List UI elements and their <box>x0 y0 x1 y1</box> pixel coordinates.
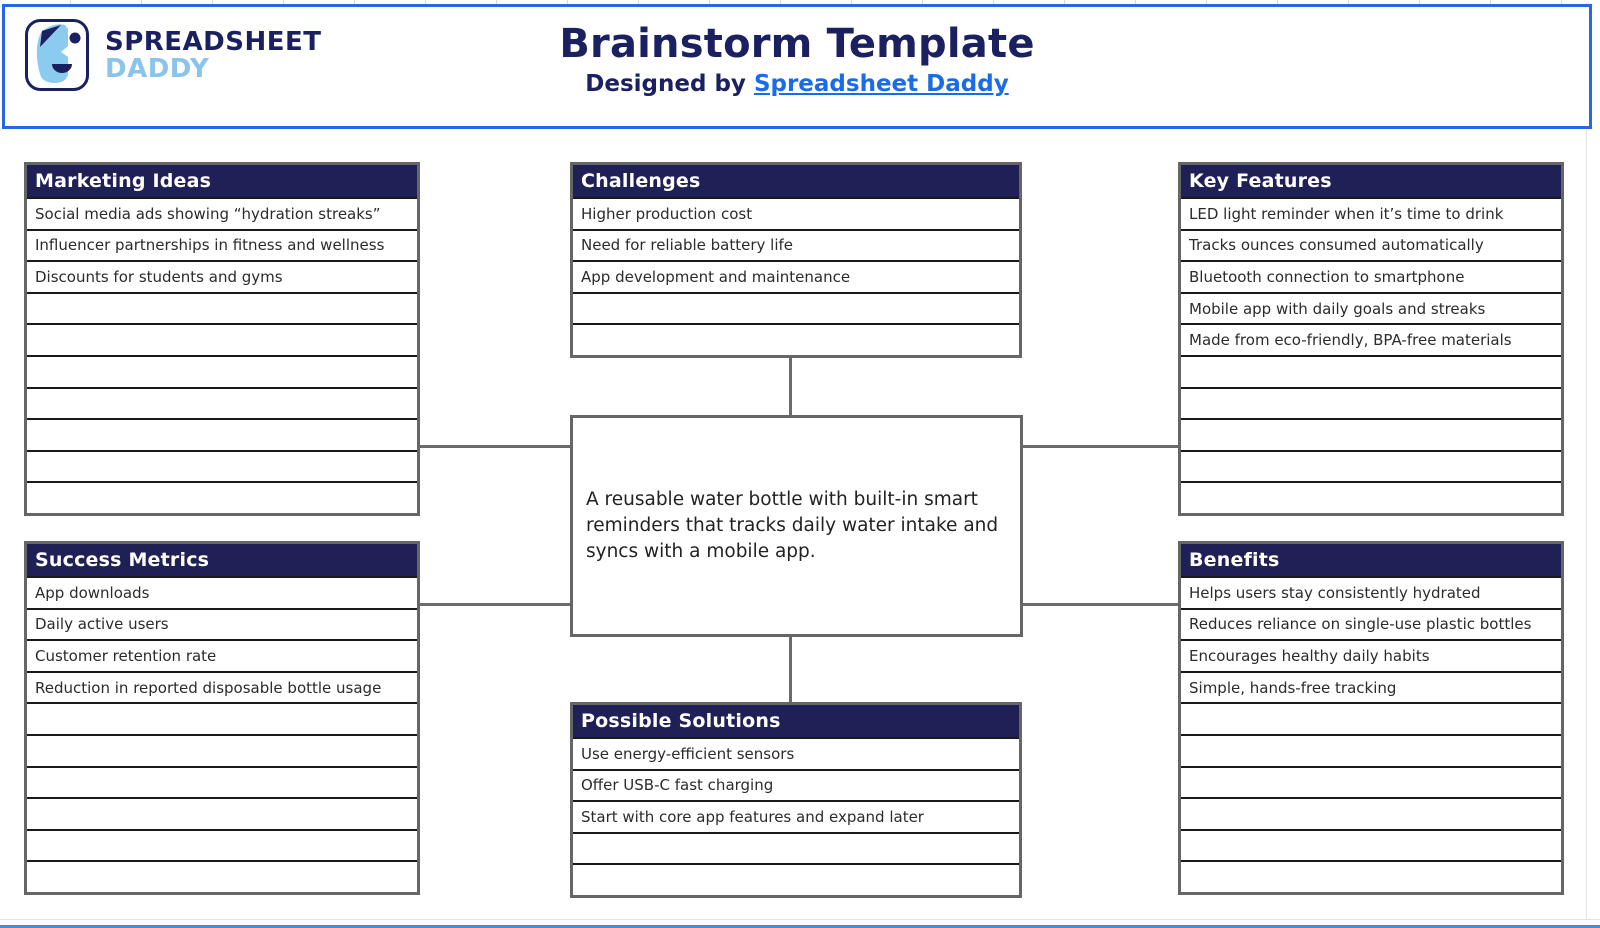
empty-cell[interactable] <box>1181 860 1561 892</box>
box-title-cell[interactable]: Challenges <box>573 165 1019 197</box>
box-title-cell[interactable]: Benefits <box>1181 544 1561 576</box>
list-item-cell[interactable]: Customer retention rate <box>27 639 417 671</box>
empty-cell[interactable] <box>27 387 417 419</box>
box-challenges <box>570 162 1022 358</box>
list-item-cell[interactable]: Simple, hands-free tracking <box>1181 671 1561 703</box>
empty-cell[interactable] <box>27 766 417 798</box>
box-marketing-ideas <box>24 162 420 516</box>
empty-cell[interactable] <box>1181 387 1561 419</box>
list-item-cell[interactable]: Higher production cost <box>573 197 1019 229</box>
list-item-cell[interactable]: Mobile app with daily goals and streaks <box>1181 292 1561 324</box>
gridline <box>0 919 1600 920</box>
list-item-cell[interactable]: Bluetooth connection to smartphone <box>1181 260 1561 292</box>
list-item-cell[interactable]: Discounts for students and gyms <box>27 260 417 292</box>
list-item-cell[interactable]: Social media ads showing “hydration streaks” <box>27 197 417 229</box>
empty-cell[interactable] <box>1181 418 1561 450</box>
connector-line <box>417 445 573 448</box>
spreadsheet-daddy-link[interactable]: Spreadsheet Daddy <box>753 71 1009 97</box>
gridline <box>1586 130 1587 919</box>
box-success-metrics <box>24 541 420 895</box>
connector-line <box>417 603 573 606</box>
central-idea-cell[interactable] <box>570 415 1023 637</box>
connector-line <box>789 634 792 704</box>
logo-wordmark-line2: DADDY <box>105 54 210 85</box>
list-item-cell[interactable]: Reduces reliance on single-use plastic bottles <box>1181 608 1561 640</box>
empty-cell[interactable] <box>573 832 1019 864</box>
empty-cell[interactable] <box>27 481 417 513</box>
list-item-cell[interactable]: Reduction in reported disposable bottle usage <box>27 671 417 703</box>
connector-line <box>1020 603 1180 606</box>
empty-cell[interactable] <box>1181 450 1561 482</box>
list-item-cell[interactable]: Start with core app features and expand later <box>573 800 1019 832</box>
box-possible-solutions <box>570 702 1022 898</box>
empty-cell[interactable] <box>1181 766 1561 798</box>
box-title-cell[interactable]: Marketing Ideas <box>27 165 417 197</box>
header-band <box>2 4 1592 129</box>
empty-cell[interactable] <box>27 292 417 324</box>
empty-cell[interactable] <box>1181 734 1561 766</box>
empty-cell[interactable] <box>1181 829 1561 861</box>
list-item-cell[interactable]: Made from eco-friendly, BPA-free materials <box>1181 323 1561 355</box>
empty-cell[interactable] <box>1181 797 1561 829</box>
list-item-cell[interactable]: App development and maintenance <box>573 260 1019 292</box>
empty-cell[interactable] <box>1181 481 1561 513</box>
subtitle-prefix: Designed by <box>585 71 754 97</box>
list-item-cell[interactable]: App downloads <box>27 576 417 608</box>
list-item-cell[interactable]: Offer USB-C fast charging <box>573 769 1019 801</box>
list-item-cell[interactable]: Tracks ounces consumed automatically <box>1181 229 1561 261</box>
list-item-cell[interactable]: Encourages healthy daily habits <box>1181 639 1561 671</box>
empty-cell[interactable] <box>27 355 417 387</box>
list-item-cell[interactable]: Daily active users <box>27 608 417 640</box>
empty-cell[interactable] <box>27 702 417 734</box>
list-item-cell[interactable]: Helps users stay consistently hydrated <box>1181 576 1561 608</box>
empty-cell[interactable] <box>573 292 1019 324</box>
logo-wordmark-line1: SPREADSHEET <box>105 27 322 57</box>
page-title: Brainstorm Template <box>559 21 1035 67</box>
connector-line <box>1020 445 1180 448</box>
box-benefits <box>1178 541 1564 895</box>
box-title-cell[interactable]: Possible Solutions <box>573 705 1019 737</box>
empty-cell[interactable] <box>27 734 417 766</box>
empty-cell[interactable] <box>27 323 417 355</box>
list-item-cell[interactable]: Influencer partnerships in fitness and wellness <box>27 229 417 261</box>
box-key-features <box>1178 162 1564 516</box>
empty-cell[interactable] <box>573 863 1019 895</box>
empty-cell[interactable] <box>27 860 417 892</box>
central-idea-text: A reusable water bottle with built-in smart reminders that tracks daily water intake and syncs with a mobile app. <box>586 488 999 563</box>
connector-line <box>789 350 792 418</box>
page-subtitle <box>5 71 1589 97</box>
empty-cell[interactable] <box>27 829 417 861</box>
empty-cell[interactable] <box>27 418 417 450</box>
empty-cell[interactable] <box>27 450 417 482</box>
list-item-cell[interactable]: LED light reminder when it’s time to drink <box>1181 197 1561 229</box>
list-item-cell[interactable]: Use energy-efficient sensors <box>573 737 1019 769</box>
empty-cell[interactable] <box>1181 702 1561 734</box>
empty-cell[interactable] <box>27 797 417 829</box>
box-title-cell[interactable]: Key Features <box>1181 165 1561 197</box>
box-title-cell[interactable]: Success Metrics <box>27 544 417 576</box>
empty-cell[interactable] <box>573 323 1019 355</box>
list-item-cell[interactable]: Need for reliable battery life <box>573 229 1019 261</box>
empty-cell[interactable] <box>1181 355 1561 387</box>
